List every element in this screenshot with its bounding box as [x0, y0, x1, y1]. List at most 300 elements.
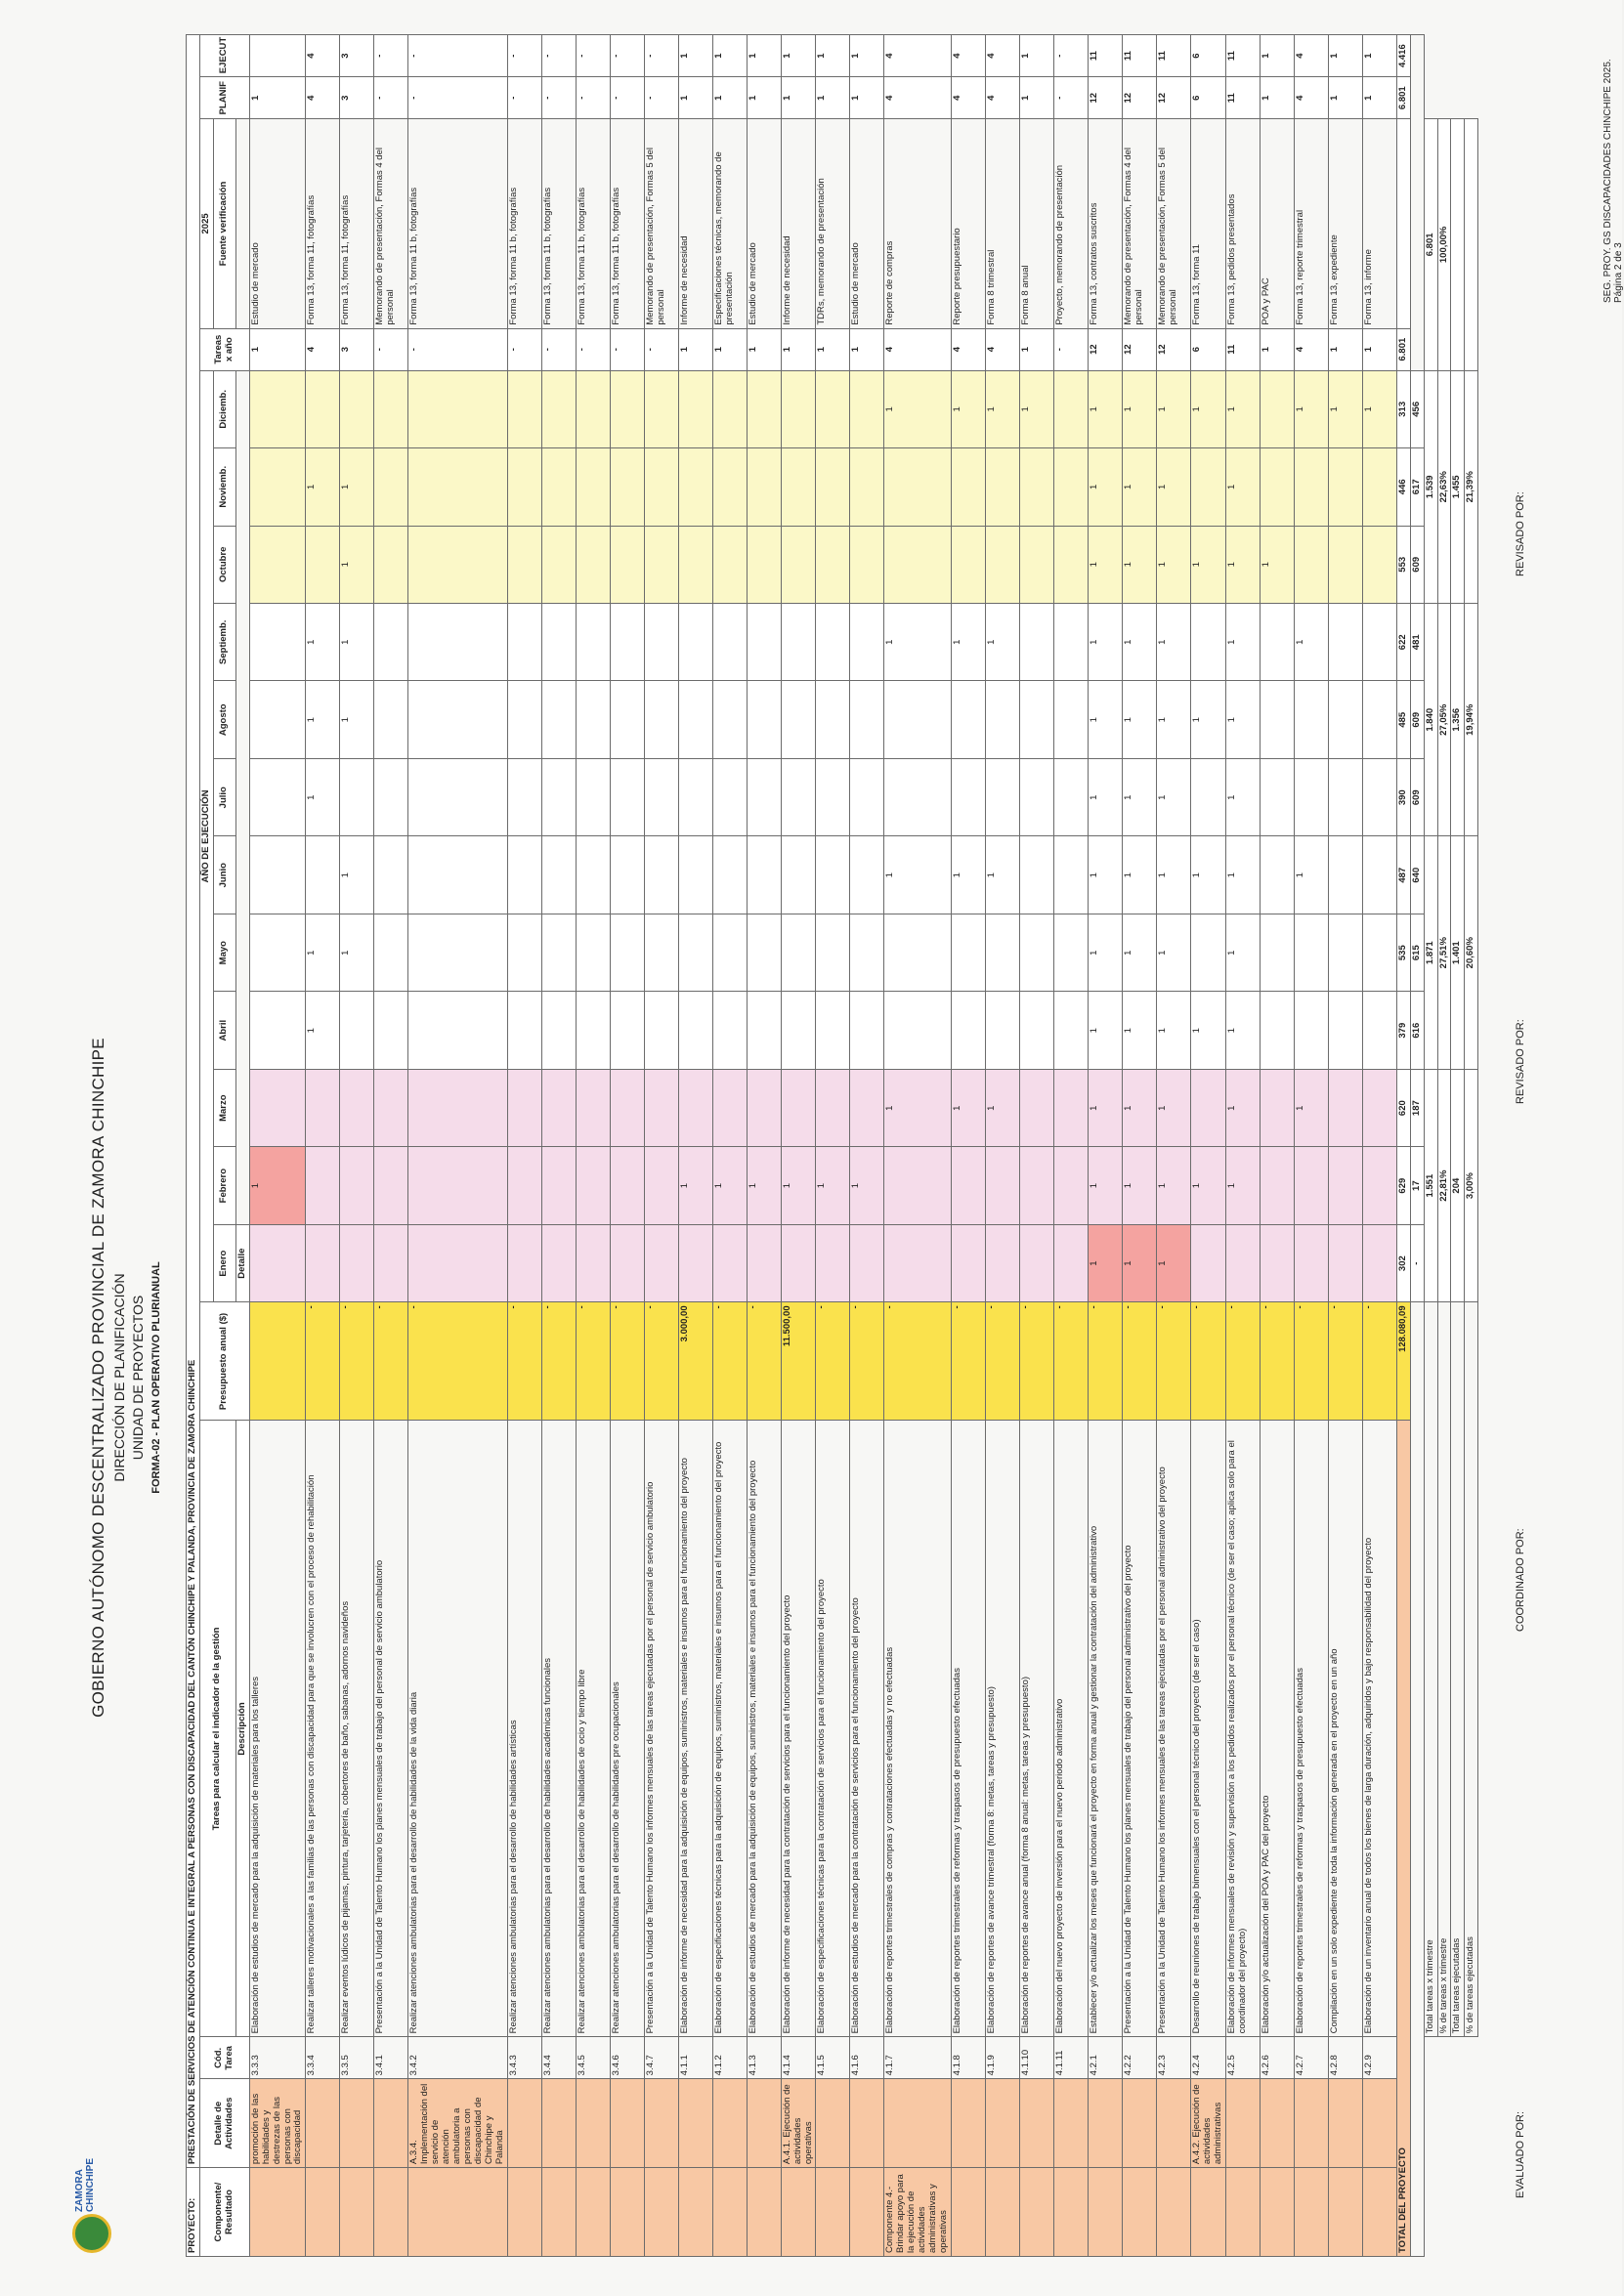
source-cell: Forma 8 trimestral: [985, 119, 1019, 329]
totals-exec-month-cell: 616: [1410, 992, 1424, 1069]
month-cell: 1: [306, 992, 340, 1069]
month-cell: [1362, 1147, 1396, 1224]
totals-budget: 128.080,09: [1396, 1302, 1410, 1421]
ejecut-cell: 1: [747, 35, 781, 77]
month-cell: 1: [678, 1147, 712, 1224]
month-cell: [249, 836, 306, 914]
planif-cell: -: [408, 77, 507, 119]
month-cell: [678, 681, 712, 758]
col-cod: Cód. Tarea: [199, 2037, 249, 2079]
month-cell: [576, 604, 610, 681]
month-cell: [644, 370, 678, 447]
month-cell: [507, 992, 541, 1069]
month-cell: [678, 836, 712, 914]
month-cell: [816, 758, 850, 835]
month-cell: [1053, 1069, 1088, 1146]
activity-detail-cell: [1294, 2079, 1328, 2168]
month-cell: 1: [985, 1069, 1019, 1146]
ejecut-cell: -: [644, 35, 678, 77]
month-cell: 1: [1225, 448, 1260, 526]
task-description-cell: Realizar atenciones ambulatorias para el desarrollo de habilidades de la vida diaria: [408, 1421, 507, 2037]
month-cell: [306, 1069, 340, 1146]
ejecut-cell: 1: [1362, 35, 1396, 77]
planif-cell: 4: [306, 77, 340, 119]
col-exec-year: AÑO DE EJECUCIÓN: [199, 370, 213, 1302]
source-cell: Reporte presupuestario: [951, 119, 985, 329]
month-cell: 1: [951, 370, 985, 447]
tasks-year-cell: 4: [306, 328, 340, 370]
month-cell: [644, 681, 678, 758]
tasks-year-cell: 4: [985, 328, 1019, 370]
table-row: [781, 35, 816, 2257]
task-code-cell: 3.4.3: [507, 2037, 541, 2079]
month-cell: 1: [306, 604, 340, 681]
footer-revisado-1: REVISADO POR:: [1515, 1019, 1526, 1104]
month-cell: [610, 604, 644, 681]
table-row: [408, 35, 507, 2257]
summary-quarter-cell: 1.871: [1424, 836, 1437, 1069]
col-month: Agosto: [213, 681, 235, 758]
source-cell: Forma 13, reporte trimestral: [1294, 119, 1328, 329]
month-cell: [747, 758, 781, 835]
month-cell: [249, 604, 306, 681]
month-cell: [576, 914, 610, 991]
col-month: Abril: [213, 992, 235, 1069]
tasks-year-cell: 1: [850, 328, 884, 370]
ejecut-cell: 4: [985, 35, 1019, 77]
component-cell: [781, 2168, 816, 2257]
month-cell: [951, 1224, 985, 1301]
month-cell: [374, 992, 408, 1069]
task-description-cell: Realizar atenciones ambulatorias para el desarrollo de habilidades artísticas: [507, 1421, 541, 2037]
tasks-year-cell: -: [374, 328, 408, 370]
task-code-cell: 3.4.5: [576, 2037, 610, 2079]
month-cell: 1: [306, 681, 340, 758]
planif-cell: 12: [1122, 77, 1156, 119]
month-cell: [816, 526, 850, 603]
source-cell: Forma 13, forma 11, fotografías: [306, 119, 340, 329]
month-cell: 1: [884, 604, 952, 681]
month-cell: 1: [1156, 992, 1190, 1069]
month-cell: [1328, 448, 1362, 526]
month-cell: [1294, 914, 1328, 991]
header-form: FORMA-02 - PLAN OPERATIVO PLURIANUAL: [150, 1261, 162, 1494]
task-description-cell: Realizar eventos lúdicos de pijamas, pintura, tarjetería, cobertores de baño, sabanas, adornos navideños: [340, 1421, 374, 2037]
month-cell: 1: [1088, 681, 1122, 758]
month-cell: [644, 1069, 678, 1146]
month-cell: [1053, 681, 1088, 758]
month-cell: [985, 526, 1019, 603]
month-cell: [1053, 370, 1088, 447]
tasks-year-cell: -: [576, 328, 610, 370]
month-cell: [507, 604, 541, 681]
month-cell: [576, 1069, 610, 1146]
component-cell: [951, 2168, 985, 2257]
tasks-year-cell: -: [644, 328, 678, 370]
table-row: [1019, 35, 1053, 2257]
table-row: [541, 35, 576, 2257]
source-cell: Forma 13, forma 11 b, fotografías: [541, 119, 576, 329]
month-cell: [249, 681, 306, 758]
planif-cell: 1: [781, 77, 816, 119]
component-cell: [610, 2168, 644, 2257]
task-code-cell: 4.2.7: [1294, 2037, 1328, 2079]
month-cell: [340, 1147, 374, 1224]
month-cell: 1: [1122, 914, 1156, 991]
month-cell: [1260, 604, 1294, 681]
month-cell: [1260, 758, 1294, 835]
month-cell: [1053, 1147, 1088, 1224]
month-cell: [644, 526, 678, 603]
activity-detail-cell: [1328, 2079, 1362, 2168]
month-cell: [1328, 836, 1362, 914]
month-cell: [747, 448, 781, 526]
planif-cell: -: [576, 77, 610, 119]
month-cell: [610, 1224, 644, 1301]
source-cell: Forma 13, pedidos presentados: [1225, 119, 1260, 329]
planif-cell: 1: [1328, 77, 1362, 119]
month-cell: 1: [1190, 992, 1225, 1069]
col-tasks-year: Tareas x año: [199, 328, 249, 370]
ejecut-cell: 1: [850, 35, 884, 77]
month-cell: [1053, 758, 1088, 835]
budget-cell: -: [1088, 1302, 1122, 1421]
month-cell: 1: [951, 604, 985, 681]
month-cell: [1019, 604, 1053, 681]
month-cell: 1: [884, 370, 952, 447]
planif-cell: -: [610, 77, 644, 119]
summary-row: [1424, 35, 1437, 2257]
month-cell: [610, 1069, 644, 1146]
ejecut-cell: -: [541, 35, 576, 77]
month-cell: [576, 448, 610, 526]
month-cell: 1: [306, 448, 340, 526]
task-code-cell: 4.1.8: [951, 2037, 985, 2079]
task-description-cell: Elaboración de reportes trimestrales de reformas y traspasos de presupuesto efectuadas: [951, 1421, 985, 2037]
month-cell: 1: [1225, 604, 1260, 681]
summary-empty: [1424, 2037, 1437, 2257]
component-cell: [1362, 2168, 1396, 2257]
month-cell: [541, 758, 576, 835]
totals-exec-month-cell: 617: [1410, 448, 1424, 526]
month-cell: [610, 836, 644, 914]
month-cell: [541, 370, 576, 447]
month-cell: [712, 526, 747, 603]
task-code-cell: 4.2.8: [1328, 2037, 1362, 2079]
month-cell: [610, 370, 644, 447]
budget-cell: -: [884, 1302, 952, 1421]
task-code-cell: 4.1.11: [1053, 2037, 1088, 2079]
component-cell: [306, 2168, 340, 2257]
tasks-year-cell: 4: [884, 328, 952, 370]
tasks-year-cell: -: [1053, 328, 1088, 370]
month-cell: [576, 526, 610, 603]
month-cell: [541, 992, 576, 1069]
activity-detail-cell: [610, 2079, 644, 2168]
month-cell: [507, 1224, 541, 1301]
table-row: [249, 35, 306, 2257]
month-cell: [985, 992, 1019, 1069]
ejecut-cell: 4: [306, 35, 340, 77]
planif-cell: 1: [249, 77, 306, 119]
task-description-cell: Presentación a la Unidad de Talento Humano los planes mensuales de trabajo del personal de servicio ambulatorio: [374, 1421, 408, 2037]
planif-cell: 6: [1190, 77, 1225, 119]
summary-label: Total tareas x trimestre: [1424, 1302, 1437, 2037]
ejecut-cell: 11: [1088, 35, 1122, 77]
tasks-year-cell: 1: [781, 328, 816, 370]
totals-month-cell: 622: [1396, 604, 1410, 681]
component-cell: [712, 2168, 747, 2257]
month-cell: [408, 526, 507, 603]
month-cell: [985, 1224, 1019, 1301]
tasks-year-cell: 1: [1260, 328, 1294, 370]
month-cell: 1: [1156, 914, 1190, 991]
task-description-cell: Elaboración de un inventario anual de todos los bienes de larga duración, adquiridos y bajo responsabilidad del proyecto: [1362, 1421, 1396, 2037]
month-cell: 1: [951, 836, 985, 914]
source-cell: Forma 8 anual: [1019, 119, 1053, 329]
month-cell: [884, 1147, 952, 1224]
summary-empty-end: [1465, 35, 1478, 119]
month-cell: 1: [712, 1147, 747, 1224]
month-cell: [884, 448, 952, 526]
tasks-year-cell: 1: [1328, 328, 1362, 370]
ejecut-cell: 1: [781, 35, 816, 77]
totals-exec-blank: [1410, 1302, 1424, 2257]
task-code-cell: 4.2.6: [1260, 2037, 1294, 2079]
tasks-year-cell: -: [610, 328, 644, 370]
source-cell: Memorando de presentación, Formas 4 del personal: [1122, 119, 1156, 329]
summary-empty: [1465, 2037, 1478, 2257]
month-cell: [747, 681, 781, 758]
activity-detail-cell: [1088, 2079, 1122, 2168]
summary-quarter-cell: 27,05%: [1437, 604, 1451, 836]
task-code-cell: 4.1.4: [781, 2037, 816, 2079]
month-cell: [678, 604, 712, 681]
month-cell: [507, 370, 541, 447]
month-cell: 1: [340, 604, 374, 681]
month-cell: [712, 448, 747, 526]
budget-cell: -: [1362, 1302, 1396, 1421]
month-cell: [850, 1224, 884, 1301]
summary-label: % de tareas x trimestre: [1437, 1302, 1451, 2037]
month-cell: 1: [1122, 836, 1156, 914]
tasks-year-cell: -: [507, 328, 541, 370]
month-cell: [1053, 448, 1088, 526]
budget-cell: 11.500,00: [781, 1302, 816, 1421]
month-cell: [678, 758, 712, 835]
month-cell: [249, 914, 306, 991]
activity-detail-cell: [1260, 2079, 1294, 2168]
month-cell: [1294, 526, 1328, 603]
month-cell: [1294, 681, 1328, 758]
month-cell: [1053, 604, 1088, 681]
month-cell: [781, 448, 816, 526]
month-cell: [408, 992, 507, 1069]
month-cell: 1: [340, 914, 374, 991]
month-cell: [249, 1224, 306, 1301]
month-cell: [610, 992, 644, 1069]
table-body: [249, 35, 1478, 2257]
table-row: [1260, 35, 1294, 2257]
month-cell: [781, 370, 816, 447]
month-cell: [850, 758, 884, 835]
month-cell: [408, 1224, 507, 1301]
task-description-cell: Presentación a la Unidad de Talento Humano los informes mensuales de las tareas ejecutadas por el personal de servicio ambulatorio: [644, 1421, 678, 2037]
table-row: [1294, 35, 1328, 2257]
month-cell: 1: [1156, 1224, 1190, 1301]
tasks-year-cell: 1: [678, 328, 712, 370]
source-cell: Informe de necesidad: [781, 119, 816, 329]
month-cell: [1362, 1069, 1396, 1146]
table-row: [1362, 35, 1396, 2257]
month-cell: [644, 992, 678, 1069]
summary-quarter-cell: 20,60%: [1465, 836, 1478, 1069]
task-code-cell: 4.1.3: [747, 2037, 781, 2079]
month-cell: [306, 526, 340, 603]
summary-quarter-cell: 21,39%: [1465, 370, 1478, 603]
month-cell: 1: [1122, 448, 1156, 526]
task-description-cell: Elaboración y/o actualización del POA y PAC del proyecto: [1260, 1421, 1294, 2037]
planif-cell: 1: [712, 77, 747, 119]
summary-quarter-cell: 3,00%: [1465, 1069, 1478, 1301]
source-cell: Informe de necesidad: [678, 119, 712, 329]
month-cell: [374, 914, 408, 991]
header-direction: DIRECCIÓN DE PLANIFICACIÓN: [110, 1273, 127, 1482]
summary-quarter-cell: 1.356: [1451, 604, 1465, 836]
month-cell: [1053, 836, 1088, 914]
month-cell: 1: [1122, 1224, 1156, 1301]
summary-label: Total tareas ejecutadas: [1451, 1302, 1465, 2037]
month-cell: 1: [1122, 1069, 1156, 1146]
month-cell: [816, 448, 850, 526]
activity-detail-cell: [712, 2079, 747, 2168]
component-cell: [747, 2168, 781, 2257]
task-description-cell: Establecer y/o actualizar los meses que funcionará el proyecto en forma anual y gestionar la contratación del administrativo: [1088, 1421, 1122, 2037]
col-month: Septiemb.: [213, 604, 235, 681]
month-cell: [884, 1224, 952, 1301]
month-cell: [884, 992, 952, 1069]
table-row: [1328, 35, 1362, 2257]
month-cell: 1: [1225, 758, 1260, 835]
budget-cell: -: [1053, 1302, 1088, 1421]
month-cell: [1019, 1069, 1053, 1146]
month-cell: 1: [1156, 1147, 1190, 1224]
month-cell: [1260, 914, 1294, 991]
budget-cell: -: [610, 1302, 644, 1421]
month-cell: [1190, 604, 1225, 681]
summary-quarter-cell: 1.840: [1424, 604, 1437, 836]
month-cell: 1: [985, 370, 1019, 447]
month-cell: [374, 1147, 408, 1224]
budget-cell: -: [1225, 1302, 1260, 1421]
table-row: [1122, 35, 1156, 2257]
totals-exec-month-cell: 640: [1410, 836, 1424, 914]
col-month: Marzo: [213, 1069, 235, 1146]
ejecut-cell: 1: [712, 35, 747, 77]
month-cell: 1: [1088, 448, 1122, 526]
summary-quarter-cell: 19,94%: [1465, 604, 1478, 836]
summary-row: [1465, 35, 1478, 2257]
tasks-year-cell: 1: [816, 328, 850, 370]
budget-cell: -: [408, 1302, 507, 1421]
month-cell: [781, 681, 816, 758]
activity-detail-cell: [985, 2079, 1019, 2168]
task-code-cell: 4.2.5: [1225, 2037, 1260, 2079]
activity-detail-cell: promoción de las habilidades y destrezas de las personas con discapacidad: [249, 2079, 306, 2168]
ejecut-cell: 11: [1122, 35, 1156, 77]
planif-cell: 1: [1019, 77, 1053, 119]
ejecut-cell: -: [374, 35, 408, 77]
month-cell: [374, 836, 408, 914]
month-cell: [1019, 526, 1053, 603]
ejecut-cell: -: [408, 35, 507, 77]
totals-exec-month-cell: 609: [1410, 758, 1424, 835]
budget-cell: -: [306, 1302, 340, 1421]
table-row: [507, 35, 541, 2257]
source-cell: Forma 13, forma 11: [1190, 119, 1225, 329]
budget-cell: -: [747, 1302, 781, 1421]
totals-tasks-year: 6.801: [1396, 328, 1410, 370]
task-code-cell: 3.4.6: [610, 2037, 644, 2079]
month-cell: [1328, 914, 1362, 991]
month-cell: [1053, 526, 1088, 603]
activity-detail-cell: [1225, 2079, 1260, 2168]
ejecut-cell: 6: [1190, 35, 1225, 77]
totals-exec-month-cell: 17: [1410, 1147, 1424, 1224]
totals-exec-month-cell: 615: [1410, 914, 1424, 991]
month-cell: [306, 836, 340, 914]
document-header: [88, 498, 164, 2257]
component-cell: [644, 2168, 678, 2257]
month-cell: [340, 992, 374, 1069]
col-month: Mayo: [213, 914, 235, 991]
activity-detail-cell: [1019, 2079, 1053, 2168]
month-cell: [374, 681, 408, 758]
month-cell: [1294, 758, 1328, 835]
month-cell: [850, 526, 884, 603]
month-cell: 1: [1225, 1147, 1260, 1224]
summary-empty-end: [1451, 35, 1465, 119]
month-cell: [951, 681, 985, 758]
col-month: Junio: [213, 836, 235, 914]
month-cell: 1: [1088, 836, 1122, 914]
month-cell: [1260, 448, 1294, 526]
budget-cell: -: [374, 1302, 408, 1421]
task-code-cell: 3.4.4: [541, 2037, 576, 2079]
col-source-group-cell: Fuente verificación: [213, 119, 235, 329]
month-cell: [747, 1224, 781, 1301]
month-cell: 1: [340, 526, 374, 603]
totals-month-cell: 485: [1396, 681, 1410, 758]
table-row: [816, 35, 850, 2257]
month-cell: 1: [1122, 526, 1156, 603]
component-cell: [816, 2168, 850, 2257]
month-cell: [712, 992, 747, 1069]
activity-detail-cell: [1122, 2079, 1156, 2168]
month-cell: [781, 604, 816, 681]
task-description-cell: Elaboración del nuevo proyecto de inversión para el nuevo periodo administrativo: [1053, 1421, 1088, 2037]
month-cell: [747, 1069, 781, 1146]
component-cell: [1122, 2168, 1156, 2257]
totals-month-cell: 487: [1396, 836, 1410, 914]
month-cell: [816, 681, 850, 758]
component-cell: [1294, 2168, 1328, 2257]
source-cell: Estudio de mercado: [850, 119, 884, 329]
table-row: [850, 35, 884, 2257]
month-cell: [781, 1224, 816, 1301]
month-cell: 1: [985, 604, 1019, 681]
budget-cell: -: [1294, 1302, 1328, 1421]
